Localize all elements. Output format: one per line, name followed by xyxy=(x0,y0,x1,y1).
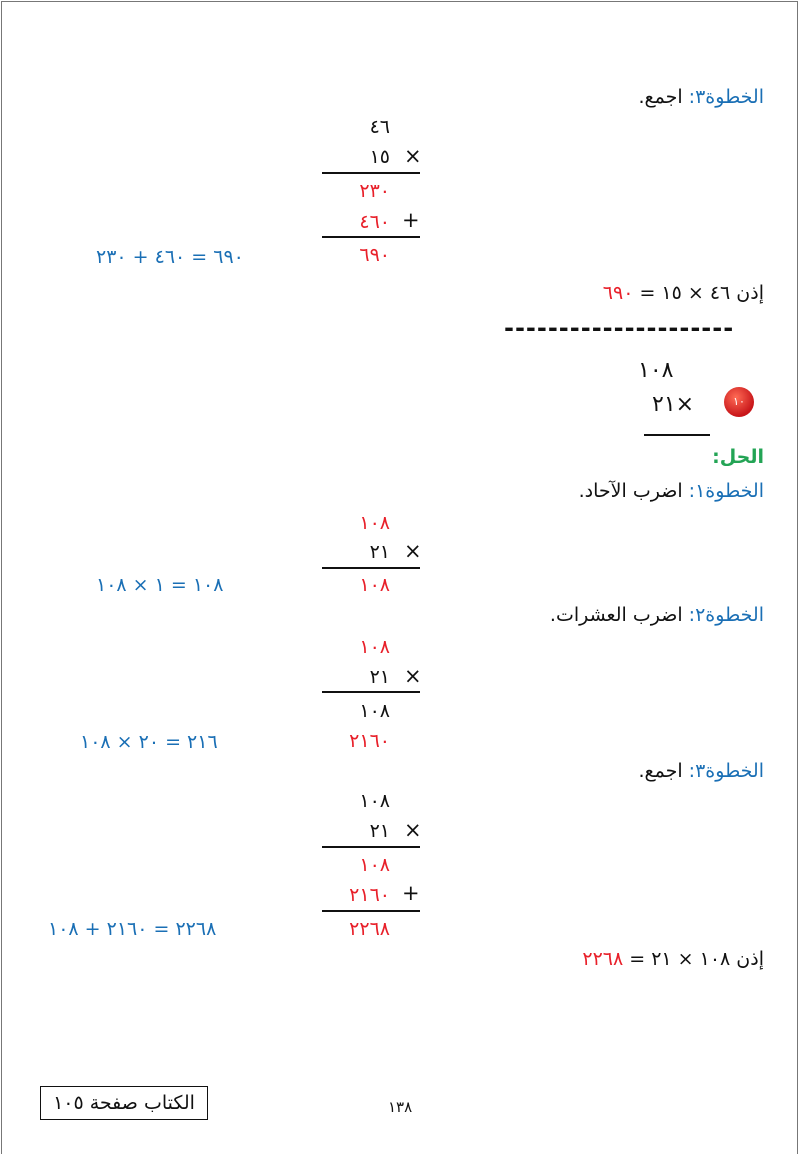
result-prefix: إذن ٤٦ × ١٥ = xyxy=(639,282,764,304)
multiplier: ٢١ xyxy=(369,541,390,563)
page-number: ١٣٨ xyxy=(388,1098,413,1116)
rule xyxy=(644,434,710,436)
step-label: الخطوة٢: xyxy=(688,604,764,626)
solution-label: الحل: xyxy=(712,446,764,468)
partial-product: ١٠٨ xyxy=(359,574,390,596)
multiplier: ١٥ xyxy=(369,146,390,168)
plus-sign: + xyxy=(402,881,420,905)
step-text: اضرب الآحاد. xyxy=(578,480,683,502)
multiplier: ٢١ xyxy=(369,666,390,688)
rule xyxy=(322,172,420,174)
result-value: ٢٢٦٨ xyxy=(582,948,624,970)
side-equation: ١٠٨ = ١ × ١٠٨ xyxy=(96,574,224,596)
side-equation: ٦٩٠ = ٤٦٠ + ٢٣٠ xyxy=(96,246,244,268)
multiply-sign: × xyxy=(404,539,422,563)
problem-top: ١٠٨ xyxy=(638,358,674,383)
multiplicand: ١٠٨ xyxy=(359,512,390,534)
step-label: الخطوة١: xyxy=(688,480,764,502)
problem-bottom: ٢١× xyxy=(652,392,695,417)
multiply-sign: × xyxy=(404,664,422,688)
rule xyxy=(322,691,420,693)
rule xyxy=(322,846,420,848)
multiply-sign: × xyxy=(404,144,422,168)
partial-product-2: ٢١٦٠ xyxy=(349,884,390,906)
partial-product-1: ١٠٨ xyxy=(359,854,390,876)
step-text: اجمع. xyxy=(638,86,683,108)
multiplicand: ١٠٨ xyxy=(359,790,390,812)
step-label: الخطوة٣: xyxy=(688,86,764,108)
plus-sign: + xyxy=(402,208,420,232)
step3-heading xyxy=(638,760,764,782)
rule xyxy=(322,567,420,569)
rule xyxy=(322,910,420,912)
step-text: اضرب العشرات. xyxy=(549,604,683,626)
step-text: اجمع. xyxy=(638,760,683,782)
step2-heading xyxy=(550,604,764,626)
multiplicand: ١٠٨ xyxy=(359,636,390,658)
partial-product-1: ٢٣٠ xyxy=(359,180,390,202)
step1-heading xyxy=(579,480,764,502)
result-line xyxy=(603,282,764,304)
separator: --------------------- xyxy=(504,314,735,342)
multiply-sign: × xyxy=(404,818,422,842)
step3-heading-top xyxy=(638,86,764,108)
final-result xyxy=(582,948,764,970)
result-value: ٦٩٠ xyxy=(602,282,634,304)
multiplicand: ٤٦ xyxy=(369,116,390,138)
partial-product-1: ١٠٨ xyxy=(359,700,390,722)
rule xyxy=(322,236,420,238)
problem-number-badge: ١٠ xyxy=(724,387,754,417)
side-equation: ٢٢٦٨ = ٢١٦٠ + ١٠٨ xyxy=(48,918,217,940)
sum: ٢٢٦٨ xyxy=(349,918,390,940)
side-equation: ٢١٦ = ٢٠ × ١٠٨ xyxy=(80,731,218,753)
result-prefix: إذن ١٠٨ × ٢١ = xyxy=(629,948,764,970)
partial-product-2: ٢١٦٠ xyxy=(349,730,390,752)
sum: ٦٩٠ xyxy=(359,244,390,266)
partial-product-2: ٤٦٠ xyxy=(359,211,390,233)
step-label: الخطوة٣: xyxy=(688,760,764,782)
multiplier: ٢١ xyxy=(369,820,390,842)
book-page-reference: الكتاب صفحة ١٠٥ xyxy=(40,1086,208,1120)
